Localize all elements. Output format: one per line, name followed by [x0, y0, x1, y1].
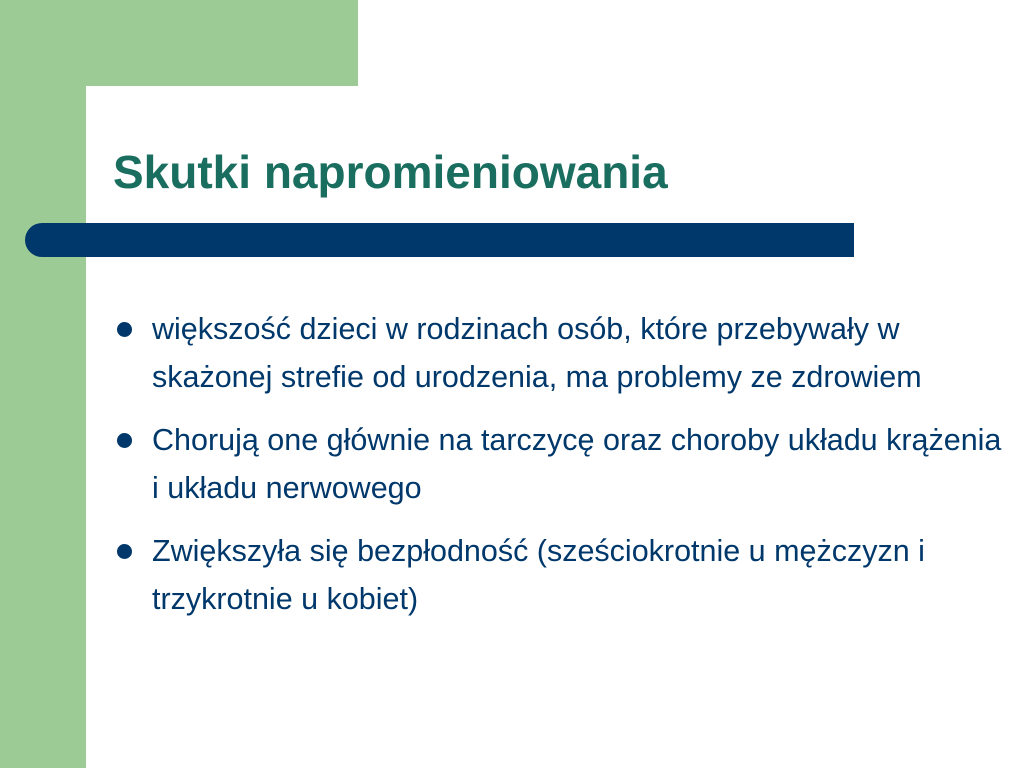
green-top-decoration: [0, 0, 358, 86]
bullet-dot-icon: [117, 322, 132, 337]
title-underline-bar: [25, 223, 854, 257]
bullet-item: [112, 416, 1002, 512]
bullet-text: Zwiększyła się bezpłodność (sześciokrotnie u mężczyzn i trzykrotnie u kobiet): [152, 534, 925, 616]
bullet-text: większość dzieci w rodzinach osób, które przebywały w skażonej strefie od urodzenia, ma problemy ze zdrowiem: [152, 312, 922, 394]
bullet-item: [112, 527, 1002, 623]
bullet-dot-icon: [117, 433, 132, 448]
bullet-dot-icon: [117, 544, 132, 559]
bullet-text: Chorują one głównie na tarczycę oraz choroby układu krążenia i układu nerwowego: [152, 423, 1002, 505]
slide-title: Skutki napromieniowania: [113, 146, 668, 198]
bullet-list: [112, 305, 1002, 638]
green-sidebar-decoration: [0, 0, 86, 768]
bullet-item: [112, 305, 1002, 401]
